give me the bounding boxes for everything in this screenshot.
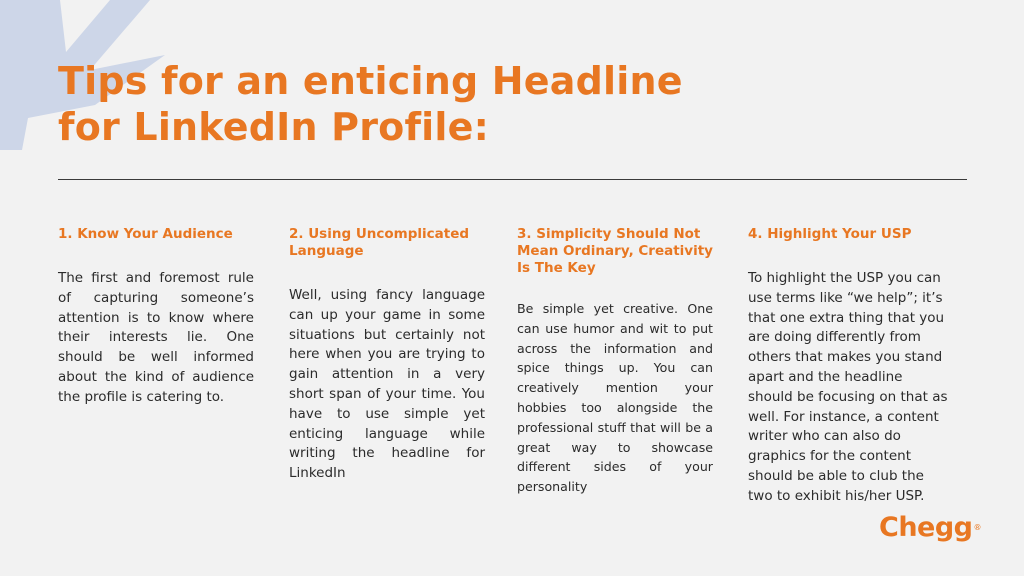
tip-body: The first and foremost rule of capturing someone’s attention is to know where their interests lie. One should be well informed about the kind of audience the profile is catering to.: [58, 270, 254, 405]
tip-body: To highlight the USP you can use terms like “we help”; it’s that one extra thing that you are doing differently from others that makes you stand apart and the headline should be focusing on that as well. For instance, a content writer who can also do graphics for the content should be able to club the two to exhibit his/her USP.: [748, 270, 948, 504]
tip-body: Well, using fancy language can up your game in some situations but certainly not here when you are trying to gain attention in a very short span of your time. You have to use simple yet enticing language while writing the headline for LinkedIn: [289, 287, 485, 482]
divider: [58, 179, 967, 180]
logo-text: Chegg: [879, 512, 973, 543]
title-line-1: Tips for an enticing Headline: [58, 59, 683, 103]
tip-column-3: [517, 226, 713, 497]
tip-heading: 4. Highlight Your USP: [748, 226, 912, 242]
tip-heading: 3. Simplicity Should Not Mean Ordinary, Creativity Is The Key: [517, 226, 713, 276]
tip-column-2: [289, 226, 485, 484]
tip-heading: 2. Using Uncomplicated Language: [289, 226, 470, 259]
tip-column-1: [58, 226, 254, 408]
title-line-2: for LinkedIn Profile:: [58, 105, 489, 149]
tip-heading: 1. Know Your Audience: [58, 226, 233, 242]
registered-mark: ®: [973, 523, 982, 532]
chegg-logo: [879, 512, 981, 544]
page-title: [58, 58, 683, 150]
tip-column-4: [748, 226, 948, 507]
tip-body: Be simple yet creative. One can use humor and wit to put across the information and spice things up. You can creatively mention your hobbies too alongside the professional stuff that will be a great way to showcase different sides of your personality: [517, 301, 713, 495]
